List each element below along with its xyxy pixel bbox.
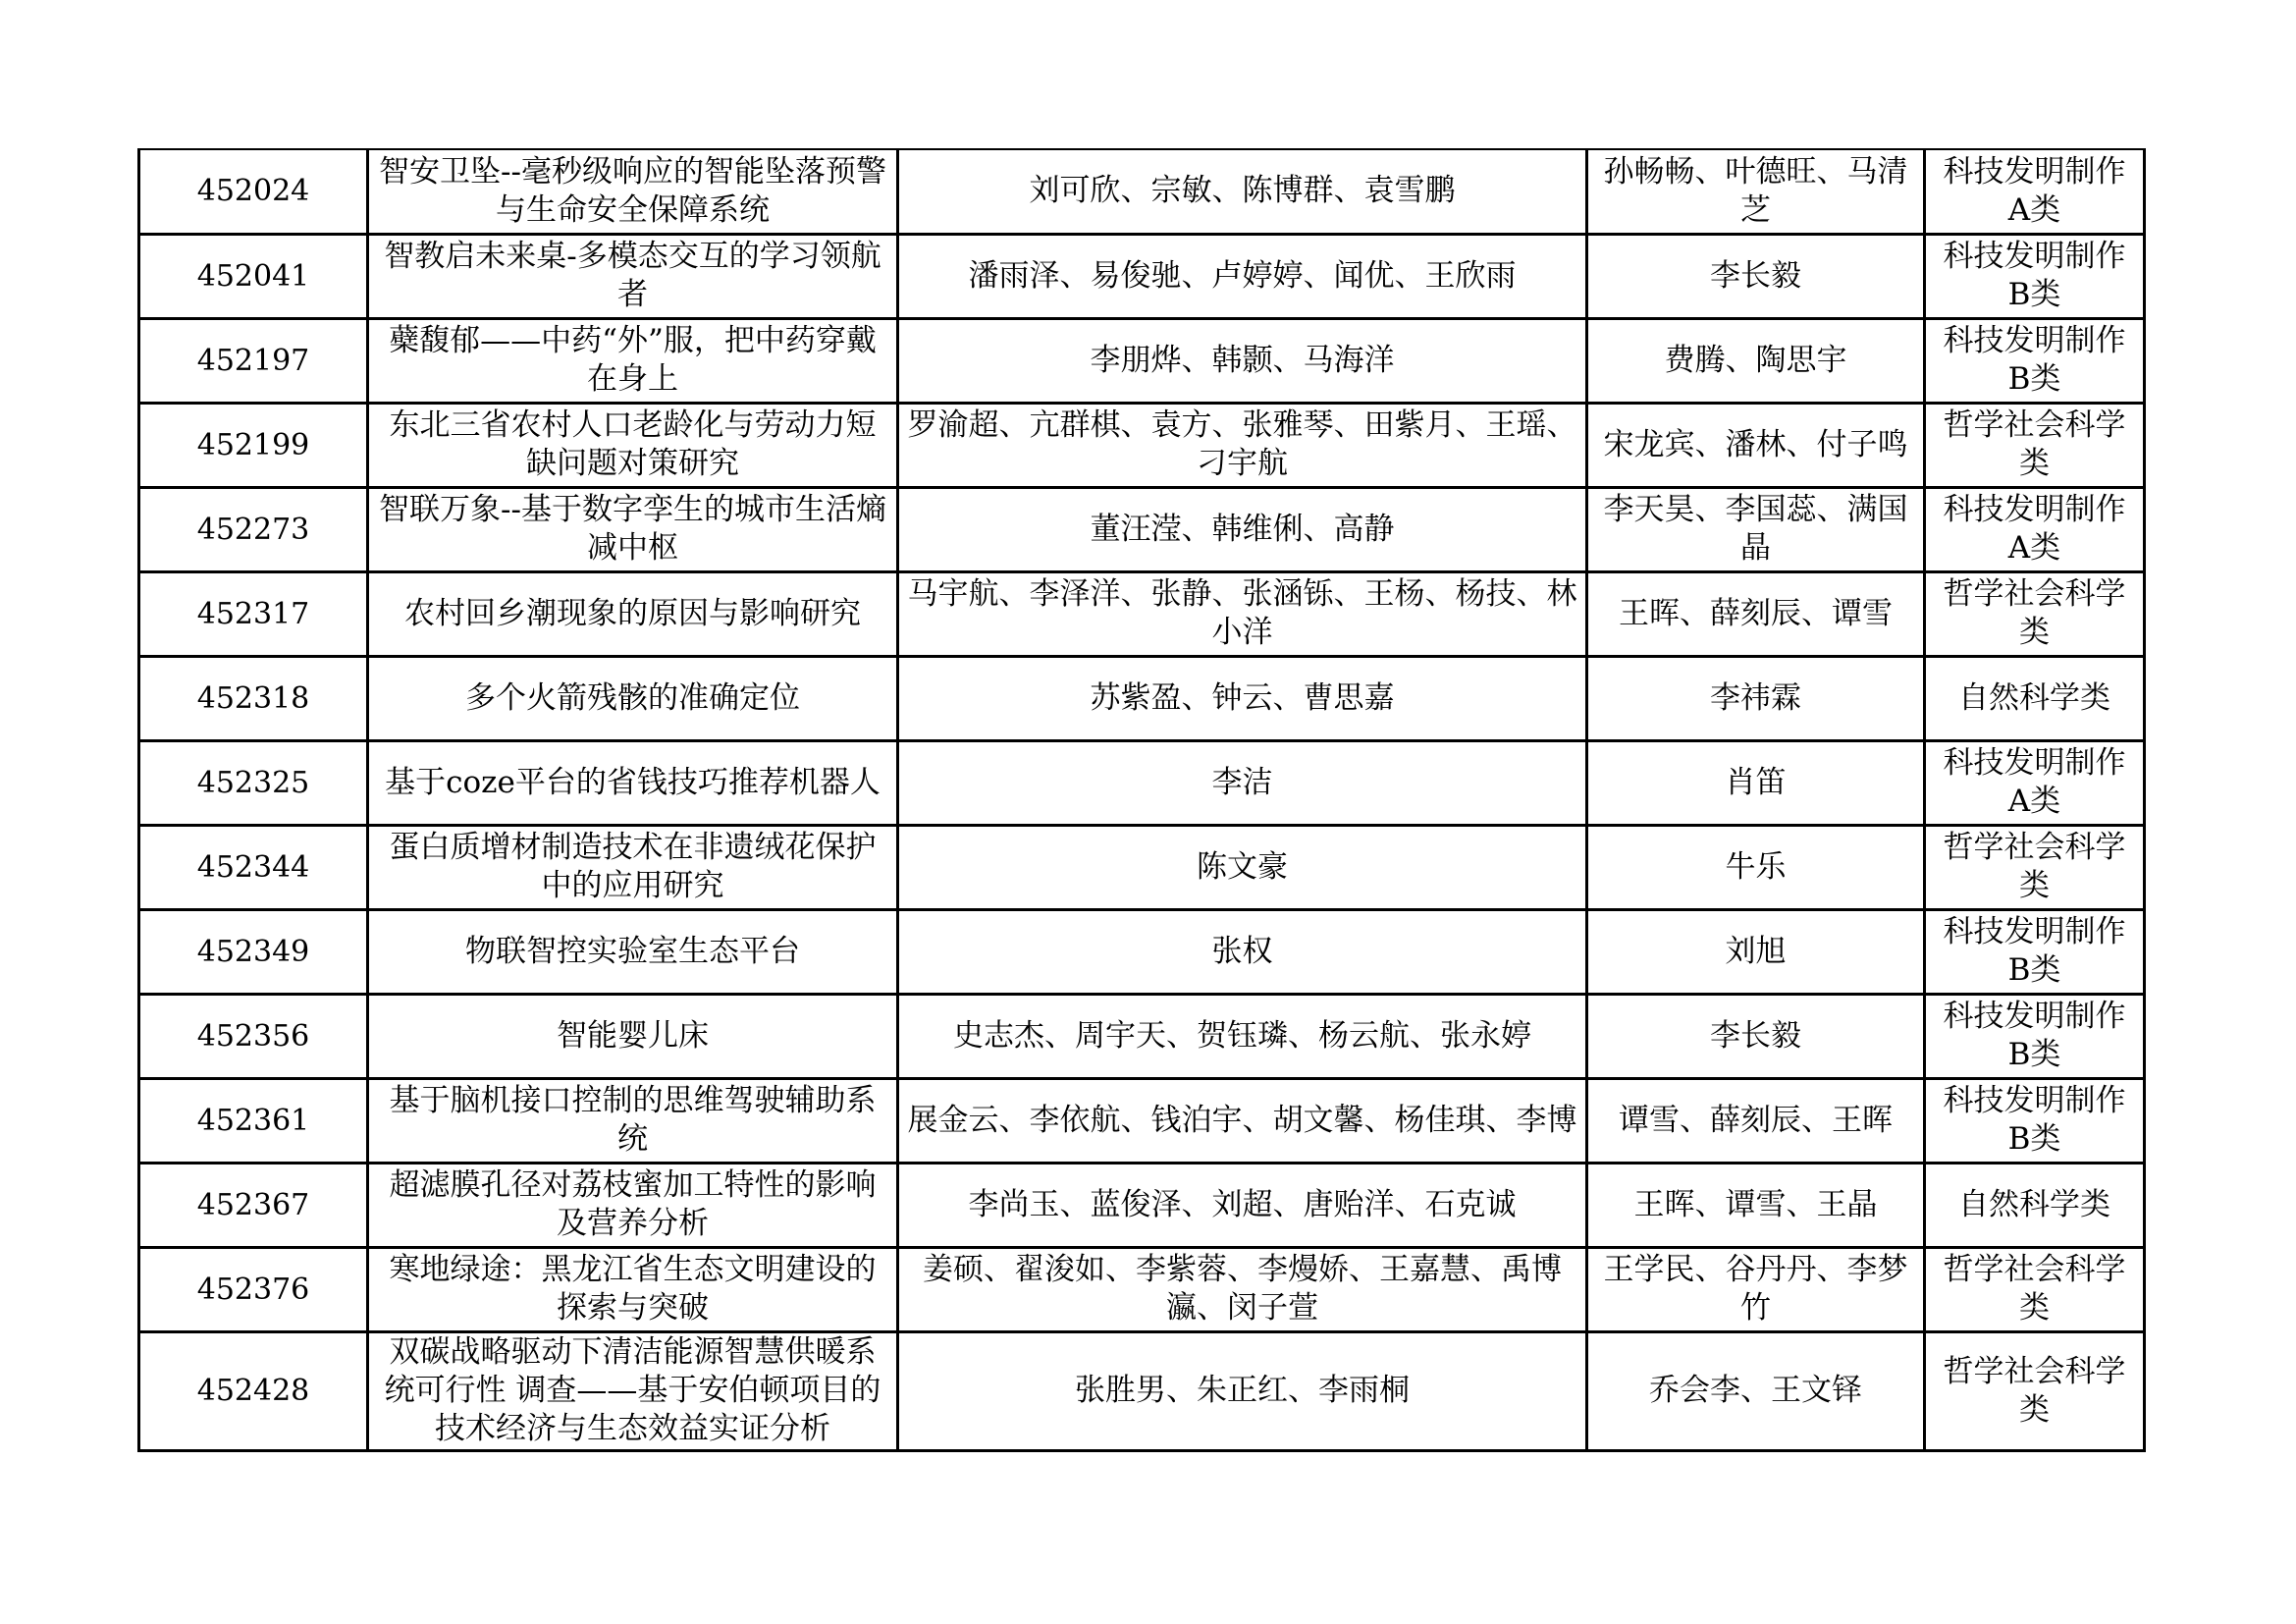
advisors-cell: 谭雪、薛刻辰、王晖 bbox=[1587, 1078, 1925, 1163]
category-cell: 科技发明制作A类 bbox=[1925, 487, 2145, 571]
members-cell: 史志杰、周宇天、贺钰璘、杨云航、张永婷 bbox=[898, 994, 1587, 1078]
category-cell: 科技发明制作B类 bbox=[1925, 994, 2145, 1078]
project-id-cell: 452361 bbox=[139, 1078, 368, 1163]
category-cell: 哲学社会科学类 bbox=[1925, 1247, 2145, 1331]
category-cell: 科技发明制作B类 bbox=[1925, 318, 2145, 403]
members-cell: 刘可欣、宗敏、陈博群、袁雪鹏 bbox=[898, 149, 1587, 234]
project-id-cell: 452428 bbox=[139, 1331, 368, 1450]
members-cell: 李洁 bbox=[898, 740, 1587, 825]
advisors-cell: 费腾、陶思宇 bbox=[1587, 318, 1925, 403]
table-row bbox=[139, 656, 2145, 740]
project-title-cell: 农村回乡潮现象的原因与影响研究 bbox=[368, 571, 898, 656]
table-row bbox=[139, 571, 2145, 656]
category-cell: 科技发明制作A类 bbox=[1925, 740, 2145, 825]
advisors-cell: 牛乐 bbox=[1587, 825, 1925, 909]
members-cell: 李朋烨、韩颢、马海洋 bbox=[898, 318, 1587, 403]
advisors-cell: 李祎霖 bbox=[1587, 656, 1925, 740]
table-row bbox=[139, 825, 2145, 909]
advisors-cell: 李长毅 bbox=[1587, 994, 1925, 1078]
category-cell: 哲学社会科学类 bbox=[1925, 403, 2145, 487]
table-row bbox=[139, 1331, 2145, 1450]
table-row bbox=[139, 994, 2145, 1078]
members-cell: 马宇航、李泽洋、张静、张涵铄、王杨、杨技、林小洋 bbox=[898, 571, 1587, 656]
table-row bbox=[139, 1078, 2145, 1163]
project-title-cell: 智能婴儿床 bbox=[368, 994, 898, 1078]
project-title-cell: 基于脑机接口控制的思维驾驶辅助系统 bbox=[368, 1078, 898, 1163]
members-cell: 张胜男、朱正红、李雨桐 bbox=[898, 1331, 1587, 1450]
project-title-cell: 蛋白质增材制造技术在非遗绒花保护中的应用研究 bbox=[368, 825, 898, 909]
advisors-cell: 孙畅畅、叶德旺、马清芝 bbox=[1587, 149, 1925, 234]
advisors-cell: 乔会李、王文铎 bbox=[1587, 1331, 1925, 1450]
category-cell: 科技发明制作B类 bbox=[1925, 1078, 2145, 1163]
project-id-cell: 452024 bbox=[139, 149, 368, 234]
members-cell: 罗渝超、亢群棋、袁方、张雅琴、田紫月、王瑶、刁宇航 bbox=[898, 403, 1587, 487]
project-id-cell: 452199 bbox=[139, 403, 368, 487]
category-cell: 科技发明制作B类 bbox=[1925, 909, 2145, 994]
project-title-cell: 蘗馥郁——中药“外”服，把中药穿戴在身上 bbox=[368, 318, 898, 403]
project-id-cell: 452344 bbox=[139, 825, 368, 909]
project-id-cell: 452367 bbox=[139, 1163, 368, 1247]
members-cell: 张权 bbox=[898, 909, 1587, 994]
category-cell: 哲学社会科学类 bbox=[1925, 571, 2145, 656]
table-row bbox=[139, 740, 2145, 825]
project-title-cell: 基于coze平台的省钱技巧推荐机器人 bbox=[368, 740, 898, 825]
table-row bbox=[139, 1247, 2145, 1331]
members-cell: 陈文豪 bbox=[898, 825, 1587, 909]
advisors-cell: 肖笛 bbox=[1587, 740, 1925, 825]
table-row bbox=[139, 403, 2145, 487]
project-id-cell: 452317 bbox=[139, 571, 368, 656]
project-title-cell: 东北三省农村人口老龄化与劳动力短缺问题对策研究 bbox=[368, 403, 898, 487]
table-row bbox=[139, 318, 2145, 403]
table-row bbox=[139, 234, 2145, 318]
advisors-cell: 李天昊、李国蕊、满国晶 bbox=[1587, 487, 1925, 571]
project-title-cell: 超滤膜孔径对荔枝蜜加工特性的影响及营养分析 bbox=[368, 1163, 898, 1247]
category-cell: 哲学社会科学类 bbox=[1925, 825, 2145, 909]
members-cell: 李尚玉、蓝俊泽、刘超、唐贻洋、石克诚 bbox=[898, 1163, 1587, 1247]
project-id-cell: 452273 bbox=[139, 487, 368, 571]
advisors-cell: 李长毅 bbox=[1587, 234, 1925, 318]
project-id-cell: 452325 bbox=[139, 740, 368, 825]
category-cell: 科技发明制作B类 bbox=[1925, 234, 2145, 318]
project-id-cell: 452376 bbox=[139, 1247, 368, 1331]
table-row bbox=[139, 1163, 2145, 1247]
project-title-cell: 双碳战略驱动下清洁能源智慧供暖系统可行性 调查——基于安伯顿项目的技术经济与生态效益实证分析 bbox=[368, 1331, 898, 1450]
project-id-cell: 452356 bbox=[139, 994, 368, 1078]
project-title-cell: 智联万象--基于数字孪生的城市生活熵减中枢 bbox=[368, 487, 898, 571]
project-title-cell: 寒地绿途：黑龙江省生态文明建设的探索与突破 bbox=[368, 1247, 898, 1331]
project-title-cell: 多个火箭残骸的准确定位 bbox=[368, 656, 898, 740]
table-row bbox=[139, 909, 2145, 994]
project-id-cell: 452318 bbox=[139, 656, 368, 740]
advisors-cell: 宋龙宾、潘林、付子鸣 bbox=[1587, 403, 1925, 487]
advisors-cell: 王晖、薛刻辰、谭雪 bbox=[1587, 571, 1925, 656]
project-id-cell: 452197 bbox=[139, 318, 368, 403]
members-cell: 苏紫盈、钟云、曹思嘉 bbox=[898, 656, 1587, 740]
project-title-cell: 物联智控实验室生态平台 bbox=[368, 909, 898, 994]
table-row bbox=[139, 149, 2145, 234]
project-title-cell: 智安卫坠--毫秒级响应的智能坠落预警与生命安全保障系统 bbox=[368, 149, 898, 234]
project-id-cell: 452041 bbox=[139, 234, 368, 318]
category-cell: 哲学社会科学类 bbox=[1925, 1331, 2145, 1450]
members-cell: 姜硕、翟浚如、李紫蓉、李熳娇、王嘉慧、禹博瀛、闵子萱 bbox=[898, 1247, 1587, 1331]
members-cell: 潘雨泽、易俊驰、卢婷婷、闻优、王欣雨 bbox=[898, 234, 1587, 318]
category-cell: 自然科学类 bbox=[1925, 1163, 2145, 1247]
category-cell: 科技发明制作A类 bbox=[1925, 149, 2145, 234]
table-row bbox=[139, 487, 2145, 571]
advisors-cell: 王学民、谷丹丹、李梦竹 bbox=[1587, 1247, 1925, 1331]
members-cell: 展金云、李依航、钱泊宇、胡文馨、杨佳琪、李博 bbox=[898, 1078, 1587, 1163]
advisors-cell: 刘旭 bbox=[1587, 909, 1925, 994]
project-title-cell: 智教启未来桌-多模态交互的学习领航者 bbox=[368, 234, 898, 318]
members-cell: 董汪滢、韩维俐、高静 bbox=[898, 487, 1587, 571]
project-table bbox=[137, 148, 2146, 1452]
advisors-cell: 王晖、谭雪、王晶 bbox=[1587, 1163, 1925, 1247]
project-id-cell: 452349 bbox=[139, 909, 368, 994]
category-cell: 自然科学类 bbox=[1925, 656, 2145, 740]
